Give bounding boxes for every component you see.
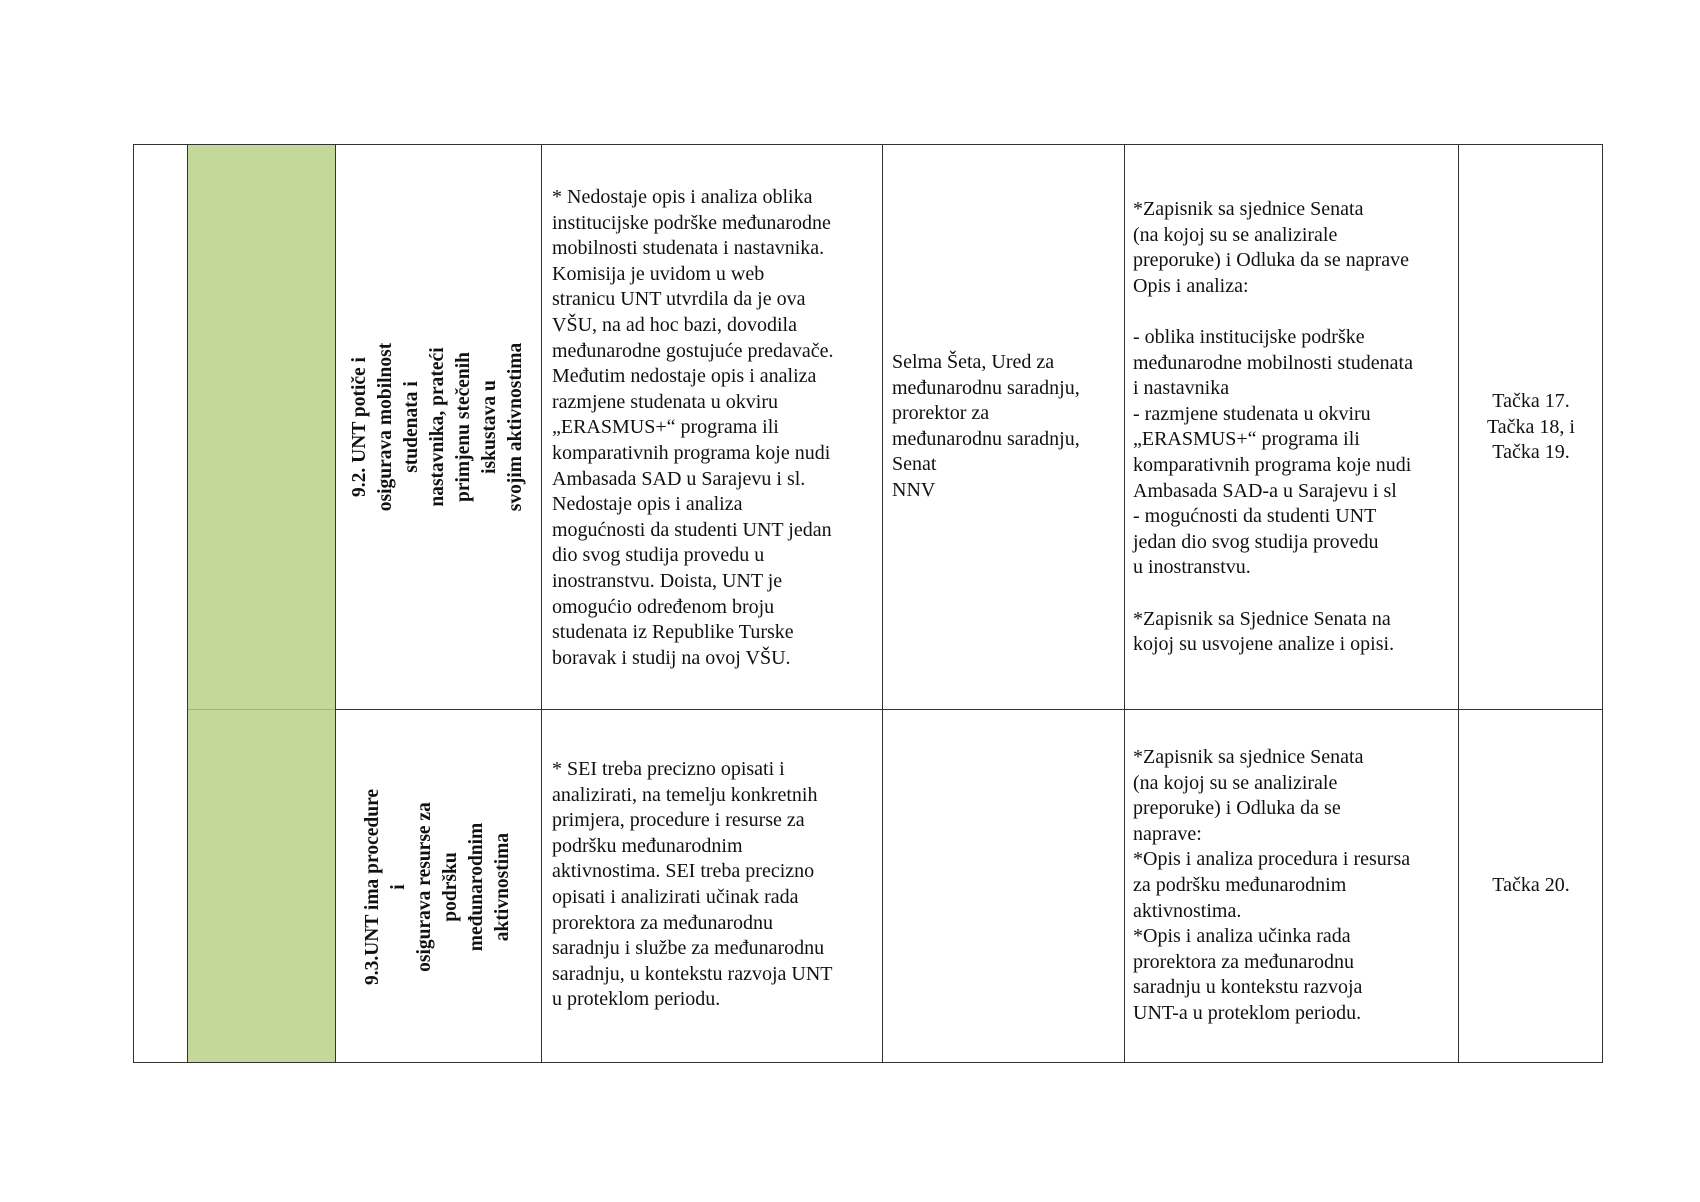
row-2-point: Tačka 20. — [1492, 874, 1570, 896]
column-divider — [1458, 145, 1459, 1062]
table-row-2-criterion-cell — [335, 709, 541, 1064]
row-1-point: Tačka 17. Tačka 18, i Tačka 19. — [1486, 390, 1575, 464]
column-divider — [541, 145, 542, 1062]
criterion-9-2-text: 9.2. UNT potiče i osigurava mobilnost studenata i nastavnika, prateći primjenu stečenih iskustava u svojim aktivnostima — [349, 342, 526, 512]
row-1-responsible: Selma Šeta, Ured za međunarodnu saradnju, prorektor za međunarodnu saradnju, Senat NNV — [892, 351, 1080, 501]
column-divider — [187, 145, 188, 1062]
table-row-1-criterion-cell — [335, 145, 541, 709]
row-2-evidence: *Zapisnik sa sjednice Senata (na kojoj su se analizirale preporuke) i Odluka da se naprave: *Opis i analiza procedura i resursa za podršku međunarodnim aktivnostima. *Opis i analiza učinka rada prorektora za međunarodnu saradnju u kontekstu razvoja UNT-a u proteklom periodu. — [1133, 746, 1411, 1024]
column-divider — [1124, 145, 1125, 1062]
green-column-divider — [187, 709, 335, 710]
row-1-evidence: *Zapisnik sa sjednice Senata (na kojoj su se analizirale preporuke) i Odluka da se naprave Opis i analiza: - oblika institucijske podrške međunarodne mobilnosti studenata i nastavnika - razmjene studenata u okviru „ERASMUS+“ programa ili komparativnih programa koje nudi Ambasada SAD-a u Sarajevu i sl - mogućnosti da studenti UNT jedan dio svog studija provedu u inostranstvu. *Zapisnik sa Sjednice Senata na kojoj su usvojene analize i opisi. — [1133, 198, 1413, 656]
criterion-9-3-text: 9.3.UNT ima procedure i osigurava resurse za podršku međunarodnim aktivnostima — [362, 788, 513, 985]
row-2-recommendation: * SEI treba precizno opisati i analizirati, na temelju konkretnih primjera, procedure i resurse za podršku međunarodnim aktivnostima. SEI treba precizno opisati i analizirati učinak rada prorektora za međunarodnu saradnju i službe za međunarodnu saradnju, u kontekstu razvoja UNT u proteklom periodu. — [552, 758, 833, 1011]
green-column-band — [187, 145, 335, 1062]
evaluation-table — [133, 144, 1603, 1063]
row-1-recommendation: * Nedostaje opis i analiza oblika institucijske podrške međunarodne mobilnosti studenata i nastavnika. Komisija je uvidom u web stranicu UNT utvrdila da je ova VŠU, na ad hoc bazi, dovodila međunarodne gostujuće predavače. Međutim nedostaje opis i analiza razmjene studenata u okviru „ERASMUS+“ programa ili komparativnih programa koje nudi Ambasada SAD u Sarajevu i sl. Nedostaje opis i analiza mogućnosti da studenti UNT jedan dio svog studija provedu u inostranstvu. Doista, UNT je omogućio određenom broju studenata iz Republike Turske boravak i studij na ovoj VŠU. — [552, 186, 834, 669]
column-divider — [882, 145, 883, 1062]
